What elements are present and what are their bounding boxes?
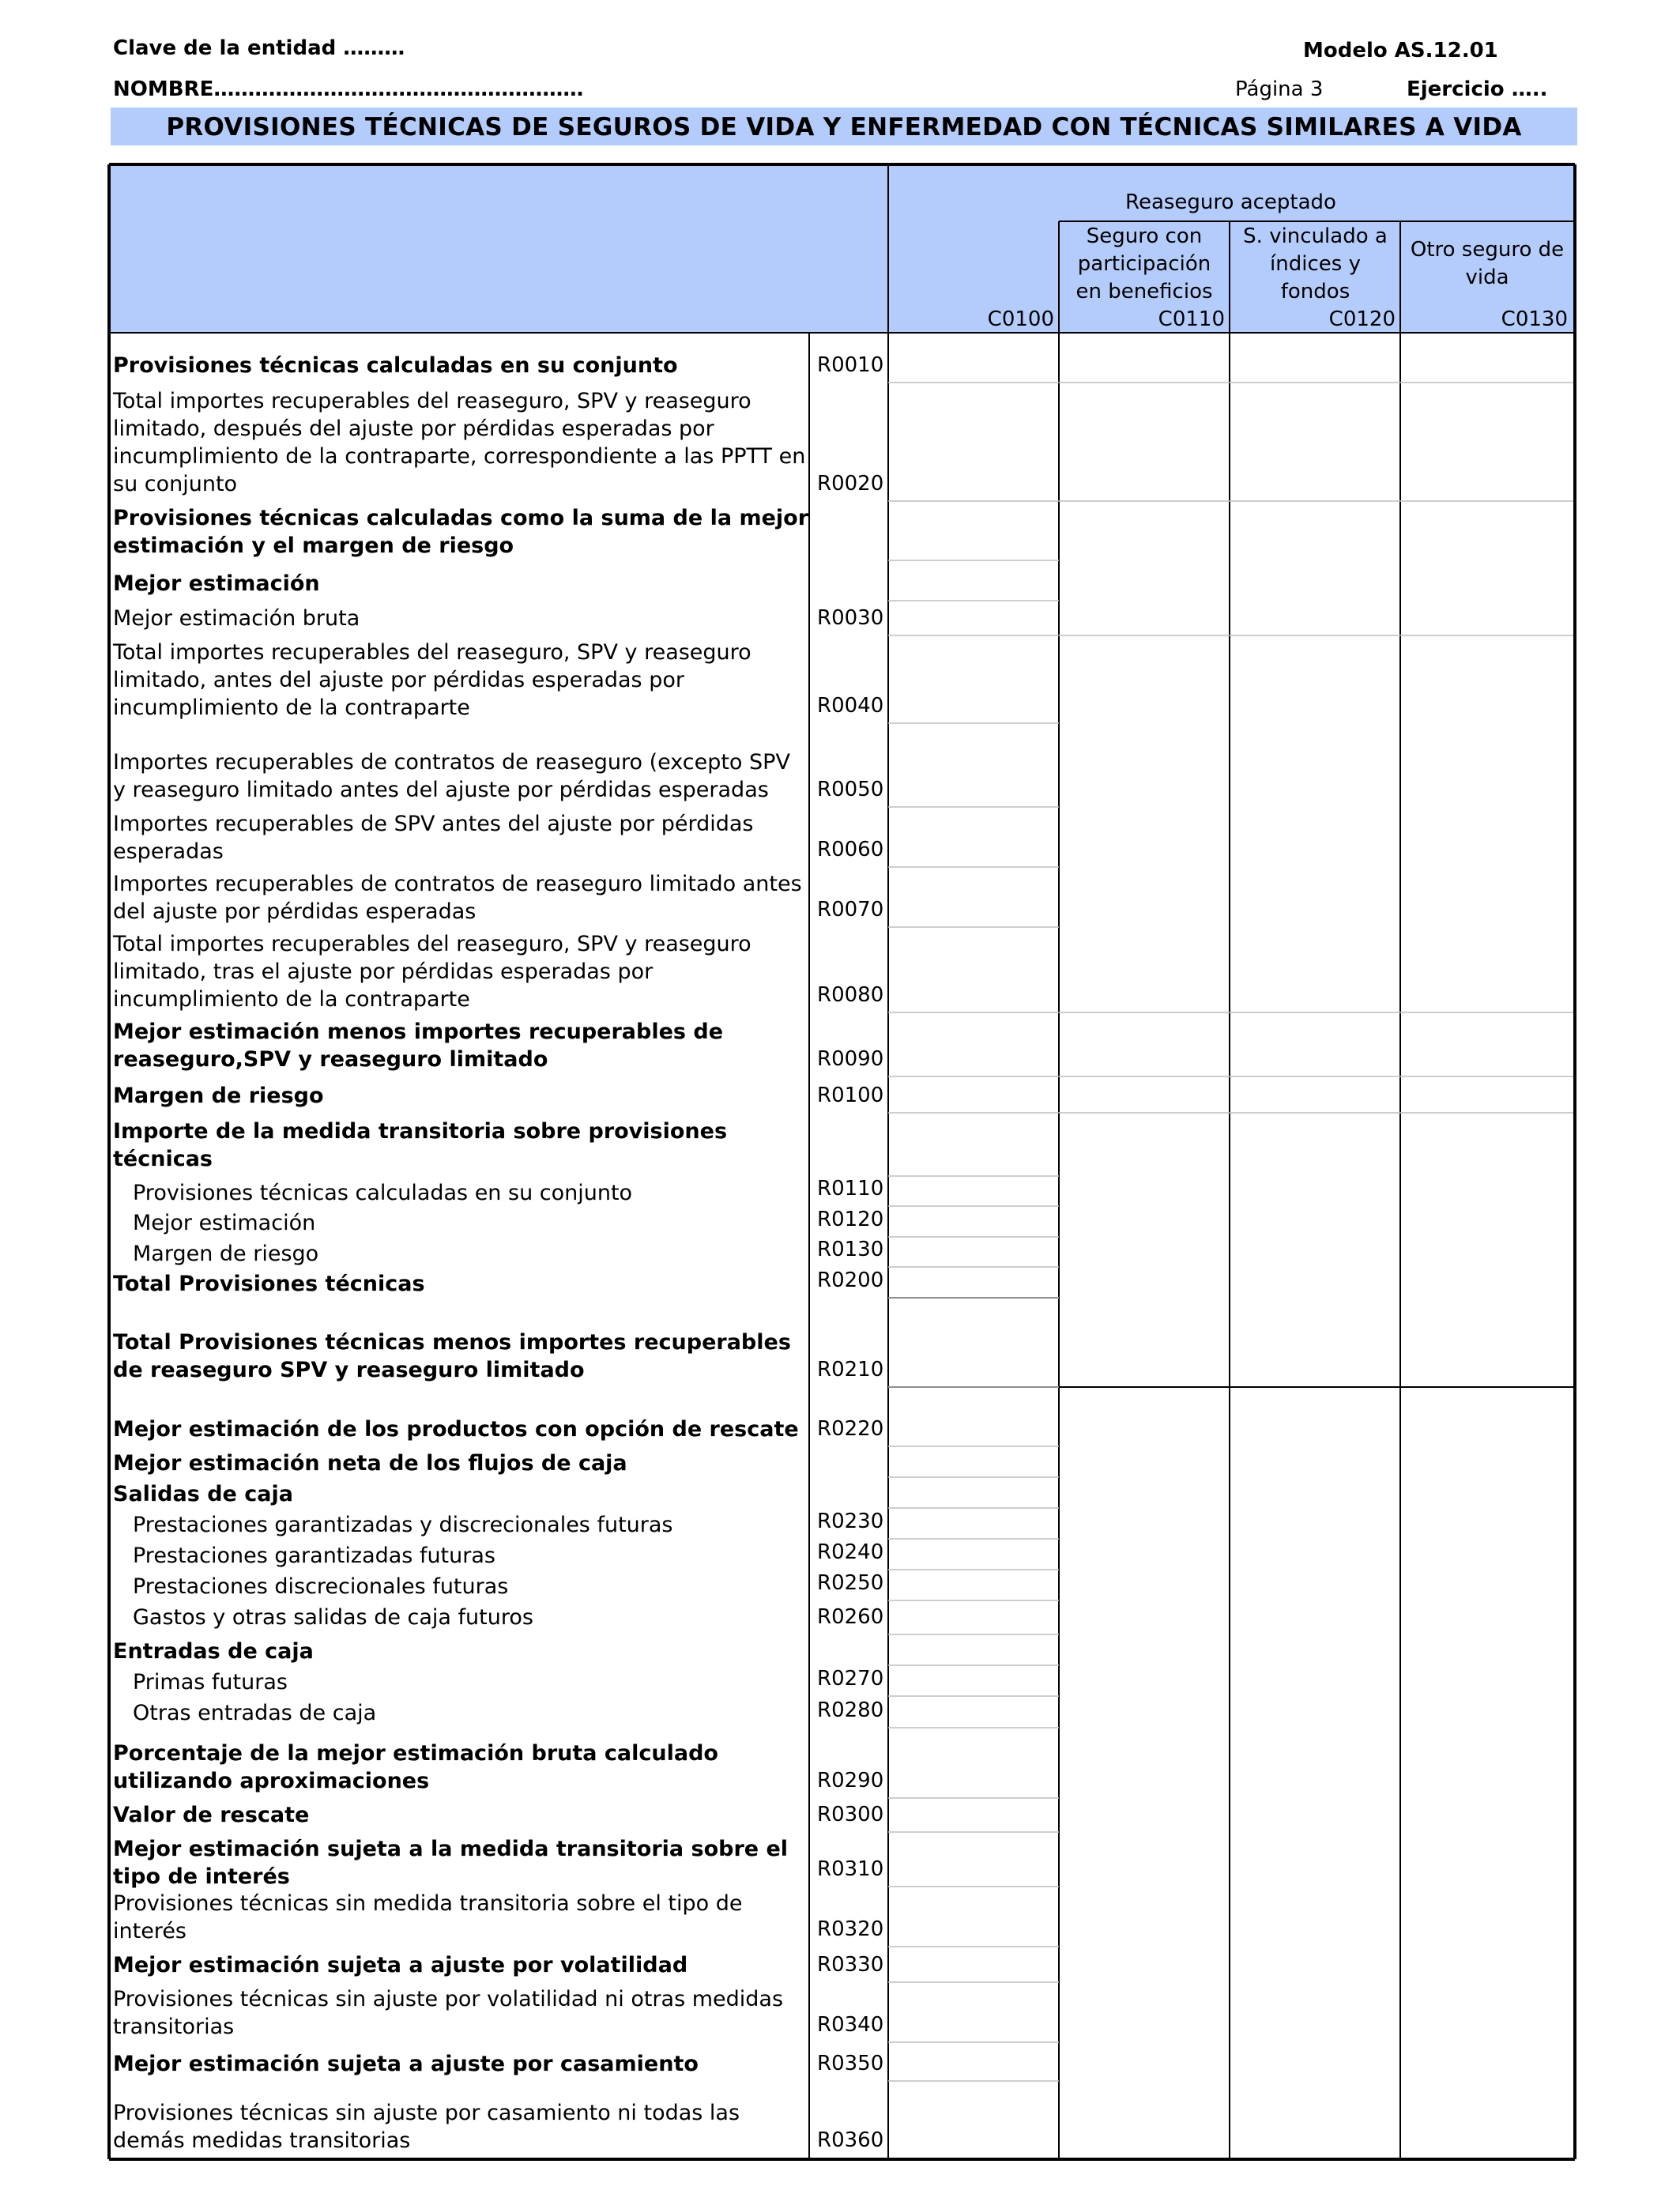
row-label-line: reaseguro,SPV y reaseguro limitado <box>113 1047 548 1072</box>
row-code: R0350 <box>817 2052 884 2075</box>
row-code: R0070 <box>817 898 884 922</box>
column-code: C0120 <box>1328 307 1396 331</box>
row-label-line: esperadas <box>113 839 224 864</box>
row-label-line: Mejor estimación <box>133 1211 316 1235</box>
row-label-line: técnicas <box>113 1147 213 1171</box>
row-label-line: Total Provisiones técnicas menos importes recuperables <box>113 1330 791 1355</box>
row-label-line: Provisiones técnicas sin ajuste por casamiento ni todas las <box>113 2101 740 2125</box>
row-label-line: Provisiones técnicas sin medida transitoria sobre el tipo de <box>113 1891 743 1916</box>
row-label-line: su conjunto <box>113 472 238 496</box>
entity-key-label: Clave de la entidad ……… <box>113 36 405 60</box>
row-code: R0330 <box>817 1953 884 1977</box>
row-code: R0290 <box>817 1769 884 1793</box>
entity-name-label: NOMBRE……………………………………………… <box>113 77 584 101</box>
column-group-reinsurance-accepted: Reaseguro aceptado <box>1125 190 1336 214</box>
row-label-line: Mejor estimación de los productos con opción de rescate <box>113 1417 799 1442</box>
row-label-line: Provisiones técnicas calculadas en su conjunto <box>133 1181 633 1205</box>
row-code: R0280 <box>817 1698 884 1722</box>
row-label-line: Mejor estimación neta de los flujos de caja <box>113 1451 627 1476</box>
row-label-line: Importes recuperables de SPV antes del ajuste por pérdidas <box>113 812 754 836</box>
row-label-line: Total importes recuperables del reaseguro, SPV y reaseguro <box>113 932 751 956</box>
row-code: R0110 <box>817 1177 884 1201</box>
row-code: R0230 <box>817 1510 884 1533</box>
row-label-line: limitado, después del ajuste por pérdidas esperadas por <box>113 417 714 441</box>
row-label-line: Gastos y otras salidas de caja futuros <box>133 1605 533 1630</box>
column-header-c0130-line: vida <box>1465 266 1509 289</box>
row-label-line: incumplimiento de la contraparte <box>113 696 470 720</box>
row-label-line: utilizando aproximaciones <box>113 1769 430 1793</box>
row-code: R0020 <box>817 472 884 496</box>
column-code: C0110 <box>1158 307 1225 331</box>
row-label-line: demás medidas transitorias <box>113 2128 411 2153</box>
row-code: R0340 <box>817 2013 884 2037</box>
row-label-line: Importes recuperables de contratos de reaseguro limitado antes <box>113 872 802 896</box>
column-header-c0110-line: participación <box>1077 252 1211 276</box>
row-label-line: Prestaciones garantizadas y discrecionales futuras <box>133 1513 673 1537</box>
row-label-line: del ajuste por pérdidas esperadas <box>113 899 477 924</box>
column-header-c0130 <box>1403 236 1572 292</box>
row-label-line: Margen de riesgo <box>113 1084 324 1108</box>
column-header-c0130-line: Otro seguro de <box>1410 238 1565 262</box>
row-label-line: de reaseguro SPV y reaseguro limitado <box>113 1358 585 1382</box>
row-label-line: limitado, antes del ajuste por pérdidas esperadas por <box>113 668 684 692</box>
row-label-line: transitorias <box>113 2015 235 2039</box>
row-code: R0030 <box>817 606 884 630</box>
row-code: R0200 <box>817 1269 884 1292</box>
row-label-line: y reaseguro limitado antes del ajuste por pérdidas esperadas <box>113 778 769 802</box>
fiscal-year-label: Ejercicio ….. <box>1407 77 1548 101</box>
row-label-line: estimación y el margen de riesgo <box>113 533 514 558</box>
row-label-line: Porcentaje de la mejor estimación bruta calculado <box>113 1741 718 1766</box>
row-label-line: Provisiones técnicas sin ajuste por volatilidad ni otras medidas <box>113 1987 784 2011</box>
row-label-line: incumplimiento de la contraparte, correspondiente a las PPTT en <box>113 444 806 469</box>
column-header-c0110-line: Seguro con <box>1086 224 1203 248</box>
row-code: R0300 <box>817 1803 884 1826</box>
row-code: R0080 <box>817 983 884 1007</box>
page-number: Página 3 <box>1235 77 1324 101</box>
row-label-line: Total Provisiones técnicas <box>113 1272 425 1296</box>
row-code: R0310 <box>817 1857 884 1881</box>
row-code: R0210 <box>817 1358 884 1382</box>
row-label-line: Importes recuperables de contratos de reaseguro (excepto SPV <box>113 750 790 775</box>
row-label-line: Provisiones técnicas calculadas en su conjunto <box>113 353 678 378</box>
row-label-line: limitado, tras el ajuste por pérdidas esperadas por <box>113 959 654 984</box>
column-code: C0130 <box>1501 307 1568 331</box>
row-label-line: Mejor estimación bruta <box>113 606 360 631</box>
row-label-line: incumplimiento de la contraparte <box>113 987 470 1012</box>
row-label-line: Importe de la medida transitoria sobre provisiones <box>113 1119 728 1144</box>
row-label-line: Prestaciones garantizadas futuras <box>133 1544 495 1568</box>
row-label-line: Valor de rescate <box>113 1803 310 1827</box>
row-label-line: Salidas de caja <box>113 1482 293 1506</box>
row-code: R0050 <box>817 778 884 801</box>
row-label-line: Total importes recuperables del reaseguro, SPV y reaseguro <box>113 389 751 413</box>
row-code: R0060 <box>817 838 884 861</box>
column-header-c0110 <box>1060 223 1228 306</box>
row-label-line: Primas futuras <box>133 1670 288 1695</box>
column-header-c0110-line: en beneficios <box>1075 280 1213 303</box>
row-code: R0010 <box>817 353 884 377</box>
column-code: C0100 <box>987 307 1054 331</box>
column-header-c0120 <box>1231 223 1399 306</box>
page-title: PROVISIONES TÉCNICAS DE SEGUROS DE VIDA Y ENFERMEDAD CON TÉCNICAS SIMILARES A VIDA <box>166 113 1522 141</box>
row-code: R0040 <box>817 694 884 718</box>
row-code: R0240 <box>817 1540 884 1564</box>
column-header-c0120-line: fondos <box>1280 280 1350 303</box>
row-label-line: Mejor estimación sujeta a ajuste por casamiento <box>113 2052 699 2076</box>
row-code: R0100 <box>817 1084 884 1107</box>
row-label-line: interés <box>113 1919 186 1943</box>
row-label-line: Otras entradas de caja <box>133 1701 377 1725</box>
column-header-c0120-line: índices y <box>1270 252 1361 276</box>
row-label-line: Mejor estimación <box>113 571 320 596</box>
row-label-line: Mejor estimación sujeta a la medida transitoria sobre el <box>113 1837 789 1861</box>
row-code: R0270 <box>817 1667 884 1691</box>
row-code: R0220 <box>817 1417 884 1441</box>
row-code: R0130 <box>817 1238 884 1261</box>
row-label-line: Mejor estimación menos importes recuperables de <box>113 1020 724 1044</box>
row-code: R0320 <box>817 1917 884 1941</box>
row-label-line: Provisiones técnicas calculadas como la suma de la mejor <box>113 506 809 530</box>
row-label-line: Total importes recuperables del reaseguro, SPV y reaseguro <box>113 640 751 665</box>
row-label-line: Entradas de caja <box>113 1639 314 1664</box>
row-label-line: Margen de riesgo <box>133 1242 319 1266</box>
row-code: R0360 <box>817 2128 884 2152</box>
row-label-line: Mejor estimación sujeta a ajuste por volatilidad <box>113 1953 688 1977</box>
row-label-line: tipo de interés <box>113 1864 290 1889</box>
row-label-line: Prestaciones discrecionales futuras <box>133 1574 509 1599</box>
column-header-c0120-line: S. vinculado a <box>1243 224 1388 248</box>
row-code: R0250 <box>817 1571 884 1595</box>
model-code: Modelo AS.12.01 <box>1303 39 1498 62</box>
row-code: R0120 <box>817 1208 884 1231</box>
row-code: R0090 <box>817 1047 884 1071</box>
row-code: R0260 <box>817 1605 884 1629</box>
